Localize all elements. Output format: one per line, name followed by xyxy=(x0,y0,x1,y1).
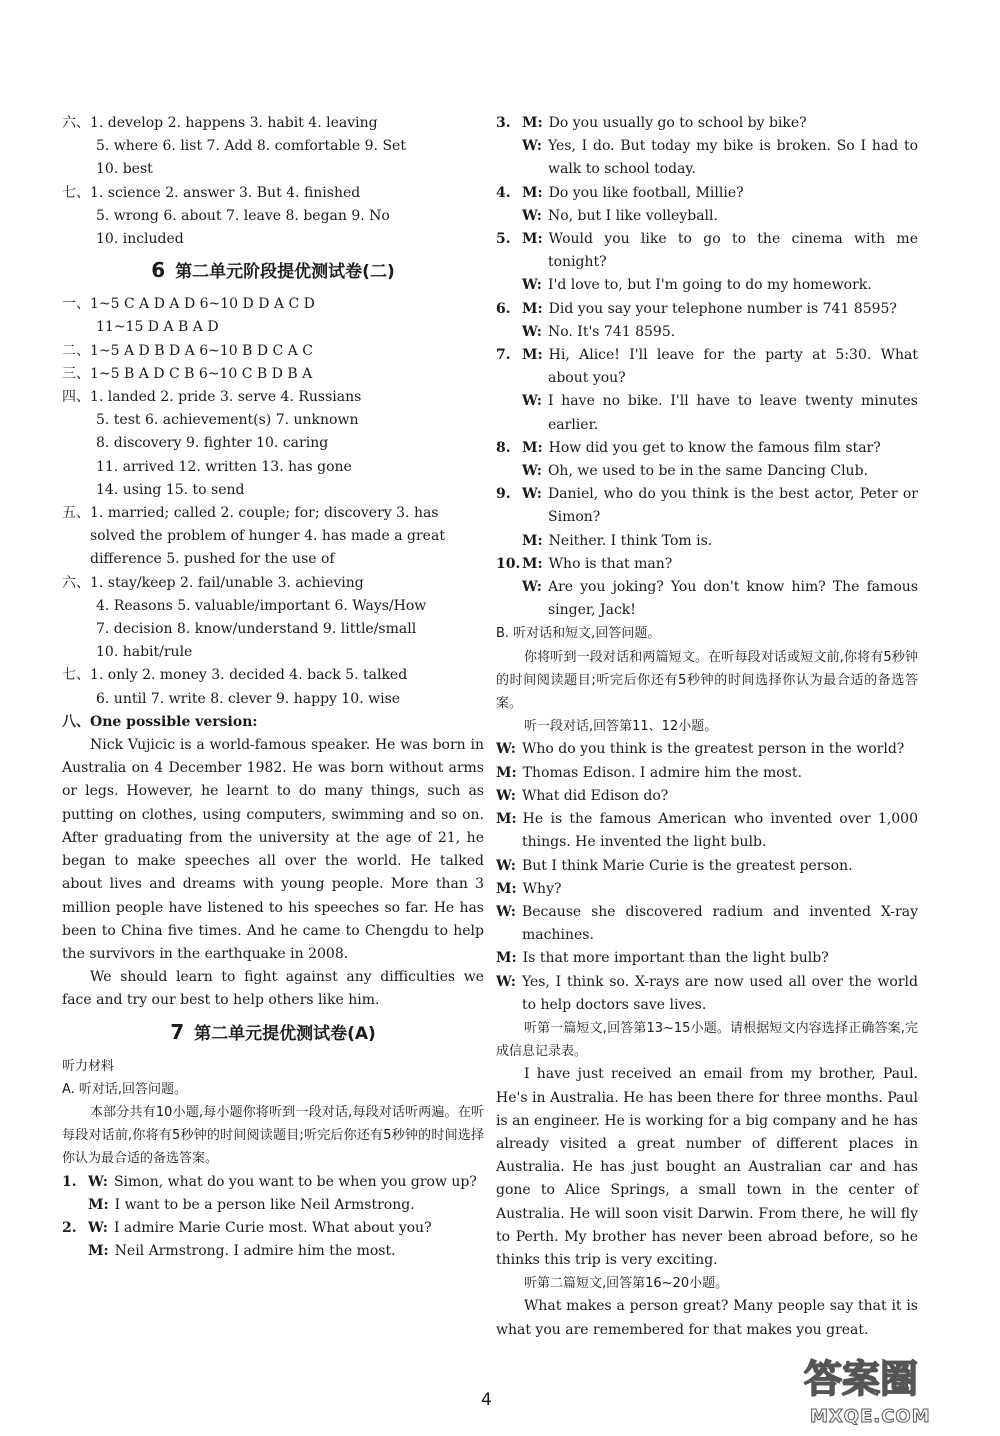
speaker-label: W: xyxy=(522,579,542,596)
conversation-line xyxy=(496,762,918,785)
answer-line: 三、1~5 B A D C B 6~10 C B D B A xyxy=(62,365,313,382)
speaker-label: M: xyxy=(88,1243,109,1260)
dialogue-line xyxy=(496,321,918,344)
conversation-line xyxy=(496,947,918,970)
answer-line: 六、1. develop 2. happens 3. habit 4. leaving xyxy=(62,115,378,131)
conversation-line xyxy=(496,878,918,901)
conversation-text: Why? xyxy=(522,880,562,897)
listening-heading: 听力材料 xyxy=(62,1058,115,1074)
dialogue-text: No, but I like volleyball. xyxy=(547,207,718,224)
conversation-line xyxy=(496,808,918,854)
dialogue-text: I want to be a person like Neil Armstrong. xyxy=(114,1196,415,1213)
speaker-label: W: xyxy=(496,857,516,874)
dialogues-1-2 xyxy=(62,1171,484,1264)
answer-line: 六、1. stay/keep 2. fail/unable 3. achieving xyxy=(62,574,364,591)
dialogue-line xyxy=(496,530,918,553)
passage-2-heading: 听第二篇短文,回答第16~20小题。 xyxy=(524,1276,729,1292)
speaker-label: M: xyxy=(522,115,543,131)
dialogue-text: I have no bike. I'll have to leave twenty minutes earlier. xyxy=(547,393,918,433)
answer-line: 5. wrong 6. about 7. leave 8. began 9. No xyxy=(96,207,390,224)
speaker-label: M: xyxy=(522,532,543,549)
answer-line: 七、1. only 2. money 3. decided 4. back 5. talked xyxy=(62,667,408,684)
dialogue-line xyxy=(496,135,918,181)
section-heading: 第二单元提优测试卷(A) xyxy=(194,1023,376,1044)
question-number: 8. xyxy=(496,439,511,456)
answer-line: 10. best xyxy=(96,161,153,178)
dialogue-text: Would you like to go to the cinema with me tonight? xyxy=(548,231,918,271)
speaker-label: M: xyxy=(496,950,517,967)
speaker-label: W: xyxy=(88,1173,108,1190)
passage-1-heading: 听第一篇短文,回答第13~15小题。请根据短文内容选择正确答案,完成信息记录表。 xyxy=(496,1020,918,1060)
dialogue-line xyxy=(496,228,918,274)
dialogue-line xyxy=(496,576,918,622)
dialogue-text: Daniel, who do you think is the best actor, Peter or Simon? xyxy=(547,486,918,526)
dialogue-line xyxy=(496,344,918,390)
dialogue-line xyxy=(496,182,918,205)
dialogue-text: Do you like football, Millie? xyxy=(548,184,744,201)
question-number: 4. xyxy=(496,184,511,201)
watermark-text: 答案圈 xyxy=(804,1357,919,1401)
dialogue-line xyxy=(496,205,918,228)
question-number: 6. xyxy=(496,300,511,317)
conversation-text: But I think Marie Curie is the greatest person. xyxy=(521,857,853,874)
speaker-label: M: xyxy=(522,555,543,572)
answer-line: 4. Reasons 5. valuable/important 6. Ways/How xyxy=(96,597,427,614)
speaker-label: W: xyxy=(522,486,542,503)
dialogue-line xyxy=(496,483,918,529)
essay-paragraph-1: Nick Vujicic is a world-famous speaker. He was born in Australia on 4 December 1982. He was born without arms or legs. However, he learnt to do many things, such as putting on clothes, using computers, swimming and so on. After graduating from the university at the age of 21, he began to make speeches all over the world. He talked about lives and dreams with young people. More than 3 million people have listened to his speeches so far. He has been to China five times. And he came to Chengdu to help the survivors in the earthquake in 2008. xyxy=(62,737,484,962)
speaker-label: M: xyxy=(496,880,517,897)
conversation-text: He is the famous American who invented over 1,000 things. He invented the light bulb. xyxy=(522,811,918,851)
section-heading: 第二单元阶段提优测试卷(二) xyxy=(175,262,395,283)
speaker-label: W: xyxy=(522,277,542,294)
dialogue-text: Oh, we used to be in the same Dancing Club. xyxy=(547,463,868,480)
speaker-label: W: xyxy=(496,903,516,920)
speaker-label: M: xyxy=(496,764,517,781)
answer-line: 八、One possible version: xyxy=(62,713,258,730)
answers-unit2-part-end xyxy=(62,112,484,251)
answer-line: 6. until 7. write 8. clever 9. happy 10. wise xyxy=(96,690,401,707)
part-a-instructions: 本部分共有10小题,每小题你将听到一段对话,每段对话听两遍。在听每段对话前,你将有5秒钟的时间阅读题目;听完后你还有5秒钟的时间选择你认为最合适的备选答案。 xyxy=(62,1104,484,1167)
dialogue-line xyxy=(496,112,918,135)
dialogue-text: I admire Marie Curie most. What about you? xyxy=(113,1219,432,1236)
dialogue-line xyxy=(496,460,918,483)
speaker-label: W: xyxy=(522,207,542,224)
question-number: 2. xyxy=(62,1219,77,1236)
conversation-text: Yes, I think so. X-rays are now used all over the world to help doctors save lives. xyxy=(521,973,918,1013)
watermark-url: MXQE.COM xyxy=(810,1406,931,1427)
passage-1-text: I have just received an email from my brother, Paul. He's in Australia. He has been there for three months. Paul is an engineer. He is working for a big company and he has already visited a great number of different places in Australia. He has just bought an Australian car and has gone to Alice Springs, a small town in the center of Australia. He will soon visit Darwin. From there, he will fly to Perth. My brother has never been abroad before, so he thinks this trip is very exciting. xyxy=(496,1066,918,1268)
speaker-label: M: xyxy=(522,184,543,201)
dialogue-line xyxy=(496,553,918,576)
answer-line: 五、1. married; called 2. couple; for; discovery 3. has solved the problem of hunger 4. has made a great difference 5. pushed for the use of xyxy=(62,505,445,568)
section-number: 6 xyxy=(151,258,166,283)
left-column xyxy=(62,112,484,1263)
conversation-text: Is that more important than the light bulb? xyxy=(522,950,829,967)
passage-2-text: What makes a person great? Many people say that it is what you are remembered for that makes you great. xyxy=(496,1298,918,1338)
conversation-heading: 听一段对话,回答第11、12小题。 xyxy=(524,719,718,735)
answers-section-6 xyxy=(62,293,484,734)
part-a-heading: A. 听对话,回答问题。 xyxy=(62,1081,188,1097)
dialogue-text: No. It's 741 8595. xyxy=(547,323,676,340)
speaker-label: W: xyxy=(522,463,542,480)
part-b-instructions: 你将听到一段对话和两篇短文。在听每段对话或短文前,你将有5秒钟的时间阅读题目;听完后你还有5秒钟的时间选择你认为最合适的备选答案。 xyxy=(496,649,918,712)
dialogues-3-10 xyxy=(496,112,918,622)
section-7-title xyxy=(62,1019,484,1047)
answer-line: 11~15 D A B A D xyxy=(96,319,219,336)
dialogue-line xyxy=(496,437,918,460)
speaker-label: W: xyxy=(522,393,542,410)
answer-line: 一、1~5 C A D A D 6~10 D D A C D xyxy=(62,296,315,313)
speaker-label: M: xyxy=(522,231,543,248)
right-column xyxy=(496,112,918,1342)
part-b-heading: B. 听对话和短文,回答问题。 xyxy=(496,626,661,642)
dialogue-text: How did you get to know the famous film star? xyxy=(548,439,881,456)
answer-line: 14. using 15. to send xyxy=(96,481,245,498)
essay-paragraph-2: We should learn to fight against any difficulties we face and try our best to help others like him. xyxy=(62,969,484,1009)
answer-line: 8. discovery 9. fighter 10. caring xyxy=(96,435,329,452)
conversation-line xyxy=(496,971,918,1017)
speaker-label: W: xyxy=(522,323,542,340)
dialogue-text: Neither. I think Tom is. xyxy=(548,532,713,549)
dialogue-line xyxy=(496,298,918,321)
conversation-text: Because she discovered radium and invented X-ray machines. xyxy=(521,903,918,944)
dialogue-text: Neil Armstrong. I admire him the most. xyxy=(114,1243,396,1260)
conversation xyxy=(496,738,918,1016)
answer-line: 5. test 6. achievement(s) 7. unknown xyxy=(96,412,359,429)
dialogue-line xyxy=(62,1194,484,1217)
watermark-logo xyxy=(796,1350,986,1430)
dialogue-text: Are you joking? You don't know him? The famous singer, Jack! xyxy=(547,579,918,619)
speaker-label: M: xyxy=(88,1196,109,1213)
speaker-label: W: xyxy=(88,1219,108,1236)
question-number: 1. xyxy=(62,1173,77,1190)
answer-line: 二、1~5 A D B D A 6~10 B D C A C xyxy=(62,342,313,359)
question-number: 5. xyxy=(496,231,511,248)
conversation-line xyxy=(496,855,918,878)
speaker-label: M: xyxy=(496,811,517,828)
section-number: 7 xyxy=(170,1019,185,1044)
answer-line: 7. decision 8. know/understand 9. little/small xyxy=(96,621,417,638)
dialogue-text: Simon, what do you want to be when you grow up? xyxy=(113,1173,477,1190)
question-number: 9. xyxy=(496,486,511,503)
answer-line: 10. habit/rule xyxy=(96,644,193,661)
page-number: 4 xyxy=(481,1390,492,1410)
dialogue-text: Hi, Alice! I'll leave for the party at 5:30. What about you? xyxy=(548,347,918,387)
dialogue-line xyxy=(62,1217,484,1240)
speaker-label: W: xyxy=(496,741,516,758)
section-6-title xyxy=(62,257,484,285)
answer-line: 5. where 6. list 7. Add 8. comfortable 9. Set xyxy=(96,138,406,155)
answer-line: 11. arrived 12. written 13. has gone xyxy=(96,458,352,475)
answer-line: 七、1. science 2. answer 3. But 4. finished xyxy=(62,184,361,201)
question-number: 7. xyxy=(496,347,511,364)
question-number: 10. xyxy=(496,555,521,572)
speaker-label: M: xyxy=(522,439,543,456)
answer-line: 10. included xyxy=(96,231,184,248)
conversation-text: Who do you think is the greatest person in the world? xyxy=(521,741,905,758)
answer-line: 四、1. landed 2. pride 3. serve 4. Russians xyxy=(62,389,362,406)
speaker-label: M: xyxy=(522,300,543,317)
conversation-line xyxy=(496,901,918,947)
speaker-label: M: xyxy=(522,347,543,364)
speaker-label: W: xyxy=(496,787,516,804)
conversation-line xyxy=(496,785,918,808)
conversation-text: What did Edison do? xyxy=(521,787,669,804)
dialogue-text: Did you say your telephone number is 741 8595? xyxy=(548,300,897,317)
dialogue-line xyxy=(62,1171,484,1194)
dialogue-text: Yes, I do. But today my bike is broken. So I had to walk to school today. xyxy=(547,138,918,178)
conversation-text: Thomas Edison. I admire him the most. xyxy=(522,764,802,781)
speaker-label: W: xyxy=(522,138,542,155)
dialogue-line xyxy=(496,390,918,436)
dialogue-line xyxy=(62,1240,484,1263)
dialogue-text: I'd love to, but I'm going to do my homework. xyxy=(547,277,872,294)
conversation-line xyxy=(496,738,918,761)
dialogue-text: Do you usually go to school by bike? xyxy=(548,115,807,131)
speaker-label: W: xyxy=(496,973,516,990)
dialogue-text: Who is that man? xyxy=(548,555,673,572)
question-number: 3. xyxy=(496,115,511,131)
dialogue-line xyxy=(496,274,918,297)
